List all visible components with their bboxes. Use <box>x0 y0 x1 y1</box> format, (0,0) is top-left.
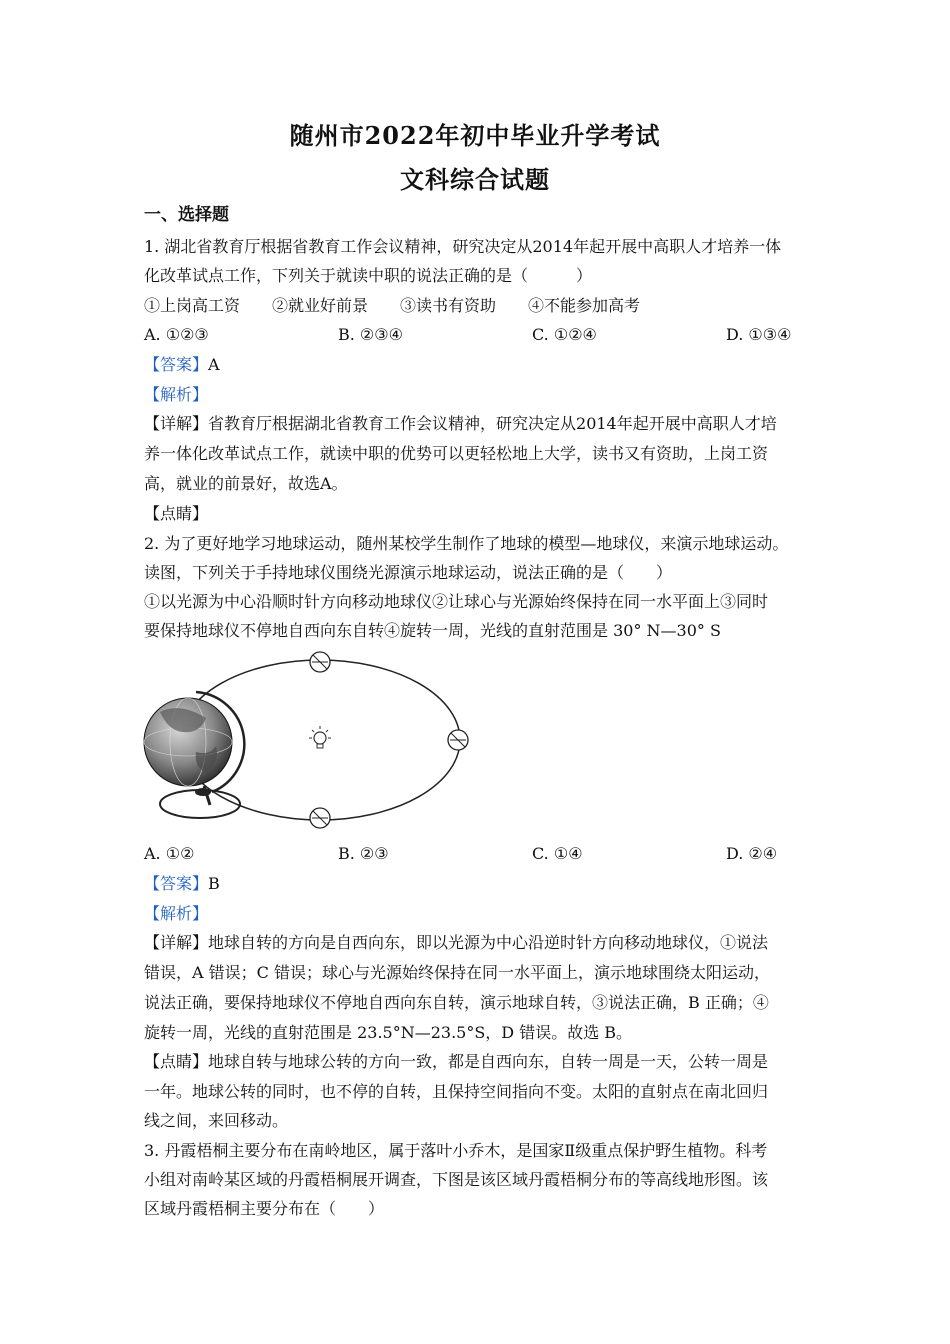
q1-statements: ①上岗高工资 ②就业好前景 ③读书有资助 ④不能参加高考 <box>144 296 641 315</box>
q3-stem-line3: 区域丹霞梧桐主要分布在（ ） <box>144 1199 385 1218</box>
q1-option-a: A. ①②③ <box>144 325 209 344</box>
q2-comment-line1 <box>144 1052 814 1072</box>
q1-detail-line2: 养一体化改革试点工作，就读中职的优势可以更轻松地上大学，读书又有资助，上岗工资 <box>144 444 769 463</box>
q2-detail-line3: 说法正确，要保持地球仪不停地自西向东自转，演示地球自转，③说法正确，B 正确；④ <box>144 993 769 1012</box>
q2-stem-line2: 读图，下列关于手持地球仪围绕光源演示地球运动，说法正确的是（ ） <box>144 563 673 582</box>
q2-answer-tag: 【答案】 <box>144 874 209 893</box>
q2-option-c: C. ①④ <box>532 844 583 863</box>
q1-comment-tag: 【点睛】 <box>144 504 209 523</box>
q2-option-d: D. ②④ <box>726 844 778 863</box>
earth-position-icon <box>310 652 330 672</box>
q2-comment-tag: 【点睛】 <box>144 1052 209 1071</box>
q1-option-b: B. ②③④ <box>338 325 403 344</box>
q2-analysis-tag: 【解析】 <box>144 904 209 923</box>
earth-position-icon <box>310 808 330 828</box>
q1-detail-text1: 省教育厅根据湖北省教育工作会议精神，研究决定从2014年起开展中高职人才培 <box>208 414 777 433</box>
q2-answer-value: B <box>208 874 220 893</box>
q2-detail-line1 <box>144 933 814 953</box>
section-heading: 一、选择题 <box>144 205 229 225</box>
q1-stem-line2: 化改革试点工作，下列关于就读中职的说法正确的是（ ） <box>144 266 593 285</box>
q1-answer-tag: 【答案】 <box>144 355 209 374</box>
q2-option-a: A. ①② <box>144 844 195 863</box>
q2-comment-text1: 地球自转与地球公转的方向一致，都是自西向东，自转一周是一天，公转一周是 <box>208 1052 769 1071</box>
q3-stem-line1: 3. 丹霞梧桐主要分布在南岭地区，属于落叶小乔木，是国家Ⅱ级重点保护野生植物。科考 <box>144 1141 768 1160</box>
q2-comment-line2: 一年。地球公转的同时，也不停的自转，且保持空间指向不变。太阳的直射点在南北回归 <box>144 1082 769 1101</box>
q2-answer <box>144 874 814 894</box>
q2-stem-line3: ①以光源为中心沿顺时针方向移动地球仪②让球心与光源始终保持在同一水平面上③同时 <box>144 592 769 611</box>
q3-stem-line2: 小组对南岭某区域的丹霞梧桐展开调查，下图是该区域丹霞梧桐分布的等高线地形图。该 <box>144 1170 769 1189</box>
exam-title: 随州市2022年初中毕业升学考试 <box>289 121 661 150</box>
q2-detail-line2: 错误，A 错误；C 错误；球心与光源始终保持在同一水平面上，演示地球围绕太阳运动， <box>144 963 770 982</box>
light-bulb-icon <box>309 726 331 748</box>
q1-detail-line3: 高，就业的前景好，故选A。 <box>144 474 348 493</box>
q2-comment-line3: 线之间，来回移动。 <box>144 1111 289 1130</box>
globe-icon <box>144 692 244 818</box>
q1-option-c: C. ①②④ <box>532 325 597 344</box>
q1-answer-value: A <box>208 355 220 374</box>
q1-option-d: D. ①③④ <box>726 325 792 344</box>
q2-stem-line4: 要保持地球仪不停地自西向东自转④旋转一周，光线的直射范围是 30° N—30° S <box>144 621 721 640</box>
q2-stem-line1: 2. 为了更好地学习地球运动，随州某校学生制作了地球的模型—地球仪，来演示地球运动。 <box>144 534 789 553</box>
q2-detail-tag: 【详解】 <box>144 933 209 952</box>
q2-detail-line4: 旋转一周，光线的直射范围是 23.5°N—23.5°S，D 错误。故选 B。 <box>144 1023 633 1042</box>
q2-option-b: B. ②③ <box>338 844 389 863</box>
q1-stem-line1: 1. 湖北省教育厅根据省教育工作会议精神，研究决定从2014年起开展中高职人才培养一体 <box>144 237 782 256</box>
q2-detail-text1: 地球自转的方向是自西向东，即以光源为中心沿逆时针方向移动地球仪，①说法 <box>208 933 769 952</box>
earth-position-icon <box>448 730 468 750</box>
q1-analysis-tag: 【解析】 <box>144 385 209 404</box>
exam-subtitle: 文科综合试题 <box>400 165 550 194</box>
q1-detail-tag: 【详解】 <box>144 414 209 433</box>
